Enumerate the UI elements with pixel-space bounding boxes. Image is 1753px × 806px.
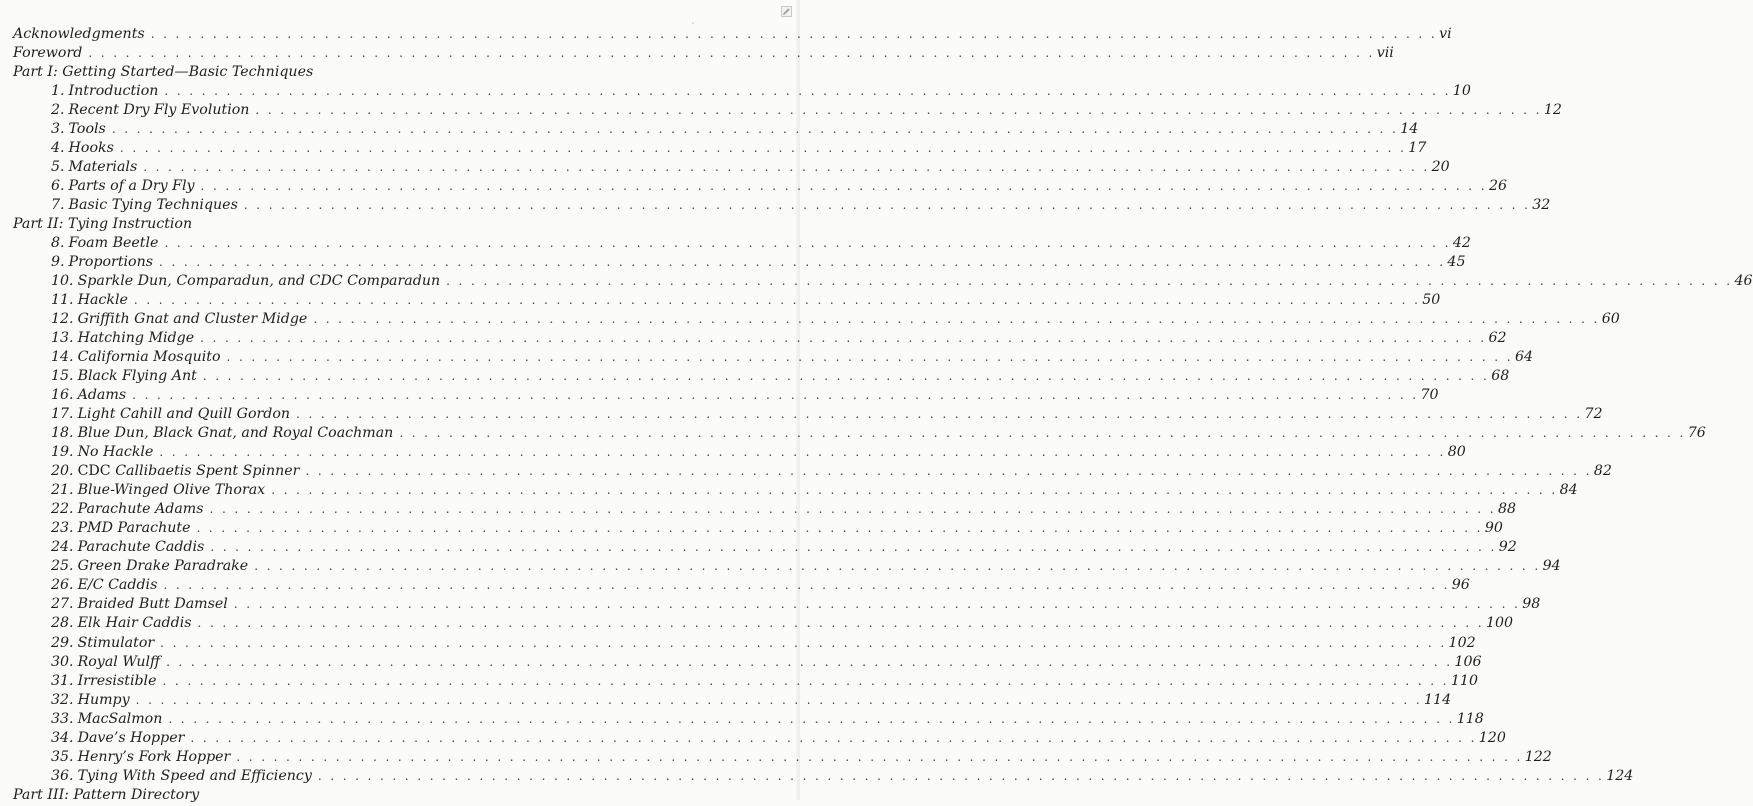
toc-entry[interactable] [13, 463, 1612, 482]
toc-entry-title: Hooks [68, 139, 114, 156]
toc-page-number: 68 [1491, 368, 1510, 385]
toc-entry[interactable] [13, 539, 1517, 558]
dot-leader: . . . . . . . . . . . . . . . . . . . . . . . . . . . . . . . . . . . . . . . . . . . . . . . . . . . . . . . . . . . . . . . . . . . . . . . . . . . . . . . . . . . . . . . . . . . . . . . . . . . . . . . . [133, 292, 1421, 307]
toc-entry[interactable] [13, 482, 1578, 501]
toc-entry-number: 4. [51, 139, 65, 156]
toc-entry[interactable] [13, 25, 1452, 45]
toc-entry-title: Hatching Midge [77, 330, 195, 346]
toc-page-number: 32 [1532, 196, 1551, 213]
toc-entry-title: Introduction [68, 82, 159, 99]
dot-leader: . . . . . . . . . . . . . . . . . . . . . . . . . . . . . . . . . . . . . . . . . . . . . . . . . . . . . . . . . . . . . . . . . . . . . . . . . . . . . . . . . . . . . . . . . . . . . . . . . . . . . . . . [243, 197, 1531, 212]
toc-entry-title: Parachute Adams [77, 501, 204, 518]
toc-entry-title: MacSalmon [77, 710, 163, 727]
toc-entry[interactable] [13, 615, 1514, 634]
toc-entry-title: Black Flying Ant [77, 368, 197, 385]
toc-page-number: 50 [1422, 291, 1441, 308]
toc-page-number: 60 [1601, 310, 1620, 327]
toc-entry[interactable] [13, 158, 1450, 178]
dot-leader: . . . . . . . . . . . . . . . . . . . . . . . . . . . . . . . . . . . . . . . . . . . . . . . . . . . . . . . . . . . . . . . . . . . . . . . . . . . . . . . . . . . . . . . . . . . . . . . . . . . . . . . . [143, 159, 1430, 174]
toc-page-number: 124 [1606, 767, 1634, 784]
toc-entry-title: Humpy [77, 691, 130, 708]
toc-entry-title: Hackle [77, 291, 128, 308]
toc-entry-title: Blue Dun, Black Gnat, and Royal Coachman [77, 425, 394, 442]
dot-leader: . . . . . . . . . . . . . . . . . . . . . . . . . . . . . . . . . . . . . . . . . . . . . . . . . . . . . . . . . . . . . . . . . . . . . . . . . . . . . . . . . . . . . . . . . . . . . . . . . . . . . . . . [135, 692, 1423, 707]
toc-entry-number: 23. [51, 520, 74, 537]
toc-page-number: 98 [1522, 596, 1541, 613]
toc-page-number: 64 [1514, 349, 1533, 366]
dot-leader: . . . . . . . . . . . . . . . . . . . . . . . . . . . . . . . . . . . . . . . . . . . . . . . . . . . . . . . . . . . . . . . . . . . . . . . . . . . . . . . . . . . . . . . . . . . . . . . . . . . . . . . . [164, 235, 1451, 250]
dot-leader: . . . . . . . . . . . . . . . . . . . . . . . . . . . . . . . . . . . . . . . . . . . . . . . . . . . . . . . . . . . . . . . . . . . . . . . . . . . . . . . . . . . . . . . . . . . . . . . . . . . . . . . . [164, 83, 1451, 98]
toc-section-heading[interactable] [13, 64, 521, 83]
dot-leader: . . . . . . . . . . . . . . . . . . . . . . . . . . . . . . . . . . . . . . . . . . . . . . . . . . . . . . . . . . . . . . . . . . . . . . . . . . . . . . . . . . . . . . . . . . . . . . . . . . . . . . . . [271, 483, 1558, 498]
toc-entry-title: Dave’s Hopper [77, 729, 185, 746]
toc-page-number: 118 [1456, 710, 1484, 727]
toc-entry-title: Adams [77, 387, 127, 404]
dot-leader: . . . . . . . . . . . . . . . . . . . . . . . . . . . . . . . . . . . . . . . . . . . . . . . . . . . . . . . . . . . . . . . . . . . . . . . . . . . . . . . . . . . . . . . . . . . . . . . . . . . . . . . . [159, 445, 1446, 460]
dot-leader: . . . . . . . . . . . . . . . . . . . . . . . . . . . . . . . . . . . . . . . . . . . . . . . . . . . . . . . . . . . . . . . . . . . . . . . . . . . . . . . . . . . . . . . . . . . . . . . . . . . . . . . . [305, 464, 1592, 479]
toc-entry-title: Elk Hair Caddis [77, 615, 192, 632]
toc-entry-title: PMD Parachute [77, 520, 191, 537]
toc-entry-title: Tying With Speed and Efficiency [77, 767, 312, 784]
dot-leader: . . . . . . . . . . . . . . . . . . . . . . . . . . . . . . . . . . . . . . . . . . . . . . . . . . . . . . . . . . . . . . . . . . . . . . . . . . . . . . . . . . . . . . . . . . . . . . . . . . . . . . . . [160, 635, 1447, 650]
toc-entry-number: 14. [51, 349, 74, 366]
dot-leader: . . . . . . . . . . . . . . . . . . . . . . . . . . . . . . . . . . . . . . . . . . . . . . . . . . . . . . . . . . . . . . . . . . . . . . . . . . . . . . . . . . . . . . . . . . . . . . . . . . . . . . . . [313, 311, 1600, 326]
toc-page-number: 46 [1734, 272, 1753, 289]
toc-entry[interactable] [13, 272, 1753, 292]
toc-title-part: Callibaetis [115, 463, 192, 480]
toc-entry[interactable] [13, 349, 1533, 368]
toc-entry[interactable] [13, 501, 1516, 520]
toc-page-number: 10 [1452, 82, 1471, 99]
toc-entry-number: 11. [51, 291, 74, 308]
toc-page-number: 20 [1431, 158, 1450, 175]
dot-leader: . . . . . . . . . . . . . . . . . . . . . . . . . . . . . . . . . . . . . . . . . . . . . . . . . . . . . . . . . . . . . . . . . . . . . . . . . . . . . . . . . . . . . . . . . . . . . . . . . . . . . . . . [200, 331, 1487, 345]
toc-entry-title: Part III: Pattern Directory [13, 786, 200, 803]
toc-page-number: 102 [1448, 634, 1476, 651]
toc-entry-number: 28. [51, 615, 74, 632]
toc-section-heading[interactable] [13, 216, 521, 235]
toc-entry-title: Part I: Getting Started—Basic Techniques [13, 63, 314, 80]
toc-page-number: 88 [1497, 501, 1516, 518]
toc-page-number: 96 [1451, 577, 1470, 594]
toc-entry-number: 32. [51, 691, 74, 708]
toc-section-heading[interactable] [13, 787, 521, 806]
dot-leader: . . . . . . . . . . . . . . . . . . . . . . . . . . . . . . . . . . . . . . . . . . . . . . . . . . . . . . . . . . . . . . . . . . . . . . . . . . . . . . . . . . . . . . . . . . . . . . . . . . . . . . . . [254, 559, 1541, 574]
toc-entry[interactable] [13, 729, 1506, 749]
toc-entry[interactable] [13, 577, 1470, 596]
toc-page-number: 84 [1559, 482, 1578, 499]
toc-entry-number: 29. [51, 634, 74, 651]
toc-page-number: 110 [1450, 672, 1478, 689]
toc-entry[interactable] [13, 558, 1561, 577]
toc-entry[interactable] [13, 82, 1471, 102]
toc-entry-number: 2. [51, 101, 65, 118]
toc-entry[interactable] [13, 672, 1478, 692]
toc-page-number: 100 [1485, 615, 1514, 632]
toc-entry-number: 19. [51, 444, 74, 461]
toc-entry-title: Foam Beetle [68, 234, 159, 251]
toc-entry[interactable] [13, 101, 1562, 121]
toc-entry[interactable] [13, 444, 1466, 463]
toc-page-number: 80 [1447, 444, 1466, 461]
toc-entry[interactable] [13, 596, 1541, 615]
toc-page-number: 106 [1454, 653, 1482, 670]
dot-leader: . . . . . . . . . . . . . . . . . . . . . . . . . . . . . . . . . . . . . . . . . . . . . . . . . . . . . . . . . . . . . . . . . . . . . . . . . . . . . . . . . . . . . . . . . . . . . . . . . . . . . . . . [190, 730, 1477, 745]
toc-entry[interactable] [13, 177, 1507, 197]
toc-entry-number: 22. [51, 501, 74, 518]
toc-entry-title [78, 463, 300, 479]
toc-page-number: 120 [1478, 729, 1506, 746]
toc-entry[interactable] [13, 310, 1620, 330]
toc-entry-number: 35. [51, 748, 74, 765]
toc-entry-title: Materials [68, 158, 138, 175]
toc-entry-title: Griffith Gnat and Cluster Midge [77, 310, 308, 327]
toc-entry[interactable] [13, 330, 1507, 349]
dot-leader: . . . . . . . . . . . . . . . . . . . . . . . . . . . . . . . . . . . . . . . . . . . . . . . . . . . . . . . . . . . . . . . . . . . . . . . . . . . . . . . . . . . . . . . . . . . . . . . . . . . . . . . . [196, 521, 1483, 536]
toc-entry[interactable] [13, 748, 1552, 768]
toc-entry[interactable] [13, 425, 1706, 444]
toc-entry-number: 25. [51, 558, 74, 575]
dot-leader: . . . . . . . . . . . . . . . . . . . . . . . . . . . . . . . . . . . . . . . . . . . . . . . . . . . . . . . . . . . . . . . . . . . . . . . . . . . . . . . . . . . . . . . . . . . . . . . . . . . . . . . . [150, 26, 1438, 41]
table-of-contents [13, 25, 1753, 806]
dot-leader: . . . . . . . . . . . . . . . . . . . . . . . . . . . . . . . . . . . . . . . . . . . . . . . . . . . . . . . . . . . . . . . . . . . . . . . . . . . . . . . . . . . . . . . . . . . . . . . . . . . . . . . . [197, 616, 1484, 631]
toc-entry-number: 24. [51, 539, 74, 556]
dot-leader: . . . . . . . . . . . . . . . . . . . . . . . . . . . . . . . . . . . . . . . . . . . . . . . . . . . . . . . . . . . . . . . . . . . . . . . . . . . . . . . . . . . . . . . . . . . . . . . . . . . . . . . . [88, 45, 1375, 60]
toc-entry[interactable] [13, 520, 1503, 539]
toc-entry-number: 5. [51, 158, 65, 175]
toc-page-number: 90 [1484, 520, 1503, 537]
dot-leader: . . . . . . . . . . . . . . . . . . . . . . . . . . . . . . . . . . . . . . . . . . . . . . . . . . . . . . . . . . . . . . . . . . . . . . . . . . . . . . . . . . . . . . . . . . . . . . . . . . . . . . . . [233, 597, 1521, 612]
toc-entry-title: Proportions [68, 253, 154, 270]
toc-page-number: 26 [1488, 177, 1507, 194]
toc-entry-title: Parts of a Dry Fly [68, 177, 195, 194]
toc-entry-number: 36. [51, 767, 74, 784]
dot-leader: . . . . . . . . . . . . . . . . . . . . . . . . . . . . . . . . . . . . . . . . . . . . . . . . . . . . . . . . . . . . . . . . . . . . . . . . . . . . . . . . . . . . . . . . . . . . . . . . . . . . . . . . [399, 426, 1686, 441]
toc-page-number: 14 [1400, 120, 1419, 137]
toc-entry[interactable] [13, 634, 1476, 654]
toc-entry[interactable] [13, 234, 1471, 254]
dot-leader: . . . . . . . . . . . . . . . . . . . . . . . . . . . . . . . . . . . . . . . . . . . . . . . . . . . . . . . . . . . . . . . . . . . . . . . . . . . . . . . . . . . . . . . . . . . . . . . . . . . . . . . . [210, 540, 1497, 555]
toc-entry-title: Green Drake Paradrake [77, 558, 249, 575]
toc-entry-number: 17. [51, 406, 74, 423]
toc-entry[interactable] [13, 387, 1439, 406]
dot-leader: . . . . . . . . . . . . . . . . . . . . . . . . . . . . . . . . . . . . . . . . . . . . . . . . . . . . . . . . . . . . . . . . . . . . . . . . . . . . . . . . . . . . . . . . . . . . . . . . . . . . . . . . [119, 140, 1407, 155]
toc-entry-number: 21. [51, 482, 74, 499]
toc-entry[interactable] [13, 368, 1510, 387]
toc-page-number: 122 [1524, 748, 1552, 765]
toc-entry-title: Tools [68, 120, 106, 137]
toc-entry[interactable] [13, 44, 1394, 64]
toc-entry-title: Irresistible [77, 672, 157, 689]
toc-entry-title: Blue-Winged Olive Thorax [77, 482, 266, 499]
toc-entry-number: 10. [51, 272, 74, 289]
toc-page-number: 82 [1593, 463, 1612, 480]
toc-entry-title: E/C Caddis [77, 577, 158, 594]
toc-entry[interactable] [13, 139, 1427, 159]
dot-leader: . . . . . . . . . . . . . . . . . . . . . . . . . . . . . . . . . . . . . . . . . . . . . . . . . . . . . . . . . . . . . . . . . . . . . . . . . . . . . . . . . . . . . . . . . . . . . . . . . . . . . . . . [163, 578, 1450, 593]
toc-entry-number: 18. [51, 425, 74, 442]
toc-entry[interactable] [13, 406, 1603, 425]
toc-entry-title: Henry’s Fork Hopper [77, 748, 231, 765]
toc-entry-number: 12. [51, 310, 74, 327]
toc-entry[interactable] [13, 691, 1452, 711]
dot-leader: . . . . . . . . . . . . . . . . . . . . . . . . . . . . . . . . . . . . . . . . . . . . . . . . . . . . . . . . . . . . . . . . . . . . . . . . . . . . . . . . . . . . . . . . . . . . . . . . . . . . . . . . [162, 673, 1449, 688]
toc-entry-number: 8. [51, 234, 65, 251]
toc-entry-number: 3. [51, 120, 65, 137]
dot-leader: . . . . . . . . . . . . . . . . . . . . . . . . . . . . . . . . . . . . . . . . . . . . . . . . . . . . . . . . . . . . . . . . . . . . . . . . . . . . . . . . . . . . . . . . . . . . . . . . . . . . . . . . [209, 502, 1496, 517]
toc-page-number: vii [1376, 44, 1394, 61]
toc-entry[interactable] [13, 767, 1634, 787]
dot-leader: . . . . . . . . . . . . . . . . . . . . . . . . . . . . . . . . . . . . . . . . . . . . . . . . . . . . . . . . . . . . . . . . . . . . . . . . . . . . . . . . . . . . . . . . . . . . . . . . . . . . . . . . [200, 178, 1487, 193]
toc-entry-number: 1. [51, 82, 65, 99]
toc-page-number: 17 [1408, 139, 1427, 156]
toc-page-number: 45 [1447, 253, 1466, 270]
dot-leader: . . . . . . . . . . . . . . . . . . . . . . . . . . . . . . . . . . . . . . . . . . . . . . . . . . . . . . . . . . . . . . . . . . . . . . . . . . . . . . . . . . . . . . . . . . . . . . . . . . . . . . . . [226, 350, 1513, 365]
dot-leader: . . . . . . . . . . . . . . . . . . . . . . . . . . . . . . . . . . . . . . . . . . . . . . . . . . . . . . . . . . . . . . . . . . . . . . . . . . . . . . . . . . . . . . . . . . . . . . . . . . . . . . . . [202, 369, 1490, 384]
dot-leader: . . . . . . . . . . . . . . . . . . . . . . . . . . . . . . . . . . . . . . . . . . . . . . . . . . . . . . . . . . . . . . . . . . . . . . . . . . . . . . . . . . . . . . . . . . . . . . . . . . . . . . . . [111, 121, 1399, 136]
toc-entry-title: Acknowledgments [13, 25, 145, 42]
toc-entry[interactable] [13, 710, 1484, 730]
toc-entry-number: 26. [51, 577, 74, 594]
toc-entry-number: 33. [51, 710, 74, 727]
dot-leader: . . . . . . . . . . . . . . . . . . . . . . . . . . . . . . . . . . . . . . . . . . . . . . . . . . . . . . . . . . . . . . . . . . . . . . . . . . . . . . . . . . . . . . . . . . . . . . . . . . . . . . . . [132, 388, 1419, 403]
dot-leader: . . . . . . . . . . . . . . . . . . . . . . . . . . . . . . . . . . . . . . . . . . . . . . . . . . . . . . . . . . . . . . . . . . . . . . . . . . . . . . . . . . . . . . . . . . . . . . . . . . . . . . . . [446, 273, 1733, 288]
toc-entry-title: Royal Wulff [77, 653, 161, 670]
toc-entry-number: 15. [51, 368, 74, 385]
toc-page-number: 12 [1543, 101, 1562, 118]
toc-entry-number: 9. [51, 253, 65, 270]
toc-entry-number: 13. [51, 330, 74, 346]
toc-entry-number: 7. [51, 196, 65, 213]
toc-entry-title: California Mosquito [77, 349, 221, 366]
toc-entry-number: 6. [51, 177, 65, 194]
dot-leader: . . . . . . . . . . . . . . . . . . . . . . . . . . . . . . . . . . . . . . . . . . . . . . . . . . . . . . . . . . . . . . . . . . . . . . . . . . . . . . . . . . . . . . . . . . . . . . . . . . . . . . . . [166, 654, 1453, 669]
dot-leader: . . . . . . . . . . . . . . . . . . . . . . . . . . . . . . . . . . . . . . . . . . . . . . . . . . . . . . . . . . . . . . . . . . . . . . . . . . . . . . . . . . . . . . . . . . . . . . . . . . . . . . . . [255, 102, 1542, 117]
toc-entry-number: 16. [51, 387, 74, 404]
dot-leader: . . . . . . . . . . . . . . . . . . . . . . . . . . . . . . . . . . . . . . . . . . . . . . . . . . . . . . . . . . . . . . . . . . . . . . . . . . . . . . . . . . . . . . . . . . . . . . . . . . . . . . . . [236, 749, 1523, 764]
toc-entry-number: 20. [51, 463, 74, 480]
toc-entry-title: Braided Butt Damsel [77, 596, 228, 613]
dot-leader: . . . . . . . . . . . . . . . . . . . . . . . . . . . . . . . . . . . . . . . . . . . . . . . . . . . . . . . . . . . . . . . . . . . . . . . . . . . . . . . . . . . . . . . . . . . . . . . . . . . . . . . . [168, 711, 1455, 726]
toc-entry[interactable] [13, 120, 1419, 140]
toc-page-number: 70 [1420, 387, 1439, 404]
toc-entry-title: Part II: Tying Instruction [13, 215, 193, 232]
toc-entry-title: Basic Tying Techniques [68, 196, 238, 213]
toc-page-number: 114 [1424, 691, 1452, 708]
toc-page-number: 62 [1488, 330, 1507, 346]
toc-title-part: Spent Spinner [191, 463, 300, 480]
toc-entry-title: No Hackle [77, 444, 154, 461]
toc-title-part: CDC [77, 463, 116, 480]
dot-leader: . . . . . . . . . . . . . . . . . . . . . . . . . . . . . . . . . . . . . . . . . . . . . . . . . . . . . . . . . . . . . . . . . . . . . . . . . . . . . . . . . . . . . . . . . . . . . . . . . . . . . . . . [317, 768, 1605, 783]
toc-entry-number: 30. [51, 653, 74, 670]
toc-page-number: 94 [1542, 558, 1561, 575]
toc-entry-title: Sparkle Dun, Comparadun, and CDC Comparadun [77, 272, 441, 289]
toc-entry[interactable] [13, 291, 1441, 311]
toc-page-number: 42 [1452, 234, 1471, 251]
paper-speck [692, 22, 694, 24]
toc-entry-number: 31. [51, 672, 74, 689]
toc-entry-number: 34. [51, 729, 74, 746]
dot-leader: . . . . . . . . . . . . . . . . . . . . . . . . . . . . . . . . . . . . . . . . . . . . . . . . . . . . . . . . . . . . . . . . . . . . . . . . . . . . . . . . . . . . . . . . . . . . . . . . . . . . . . . . [159, 254, 1446, 269]
toc-page-number: 92 [1498, 539, 1517, 556]
toc-page-number: vi [1439, 25, 1452, 42]
toc-entry[interactable] [13, 196, 1551, 216]
toc-entry[interactable] [13, 653, 1482, 673]
dot-leader: . . . . . . . . . . . . . . . . . . . . . . . . . . . . . . . . . . . . . . . . . . . . . . . . . . . . . . . . . . . . . . . . . . . . . . . . . . . . . . . . . . . . . . . . . . . . . . . . . . . . . . . . [296, 407, 1583, 422]
toc-entry-title: Recent Dry Fly Evolution [68, 101, 250, 118]
toc-page-number: 76 [1687, 425, 1706, 442]
toc-entry-number: 27. [51, 596, 74, 613]
toc-entry-title: Foreword [13, 44, 83, 61]
toc-entry-title: Light Cahill and Quill Gordon [77, 406, 291, 423]
toc-entry-title: Parachute Caddis [77, 539, 205, 556]
toc-entry-title: Stimulator [77, 634, 155, 651]
edit-pencil-icon[interactable] [781, 6, 792, 17]
toc-page-number: 72 [1584, 406, 1603, 423]
toc-entry[interactable] [13, 253, 1466, 273]
